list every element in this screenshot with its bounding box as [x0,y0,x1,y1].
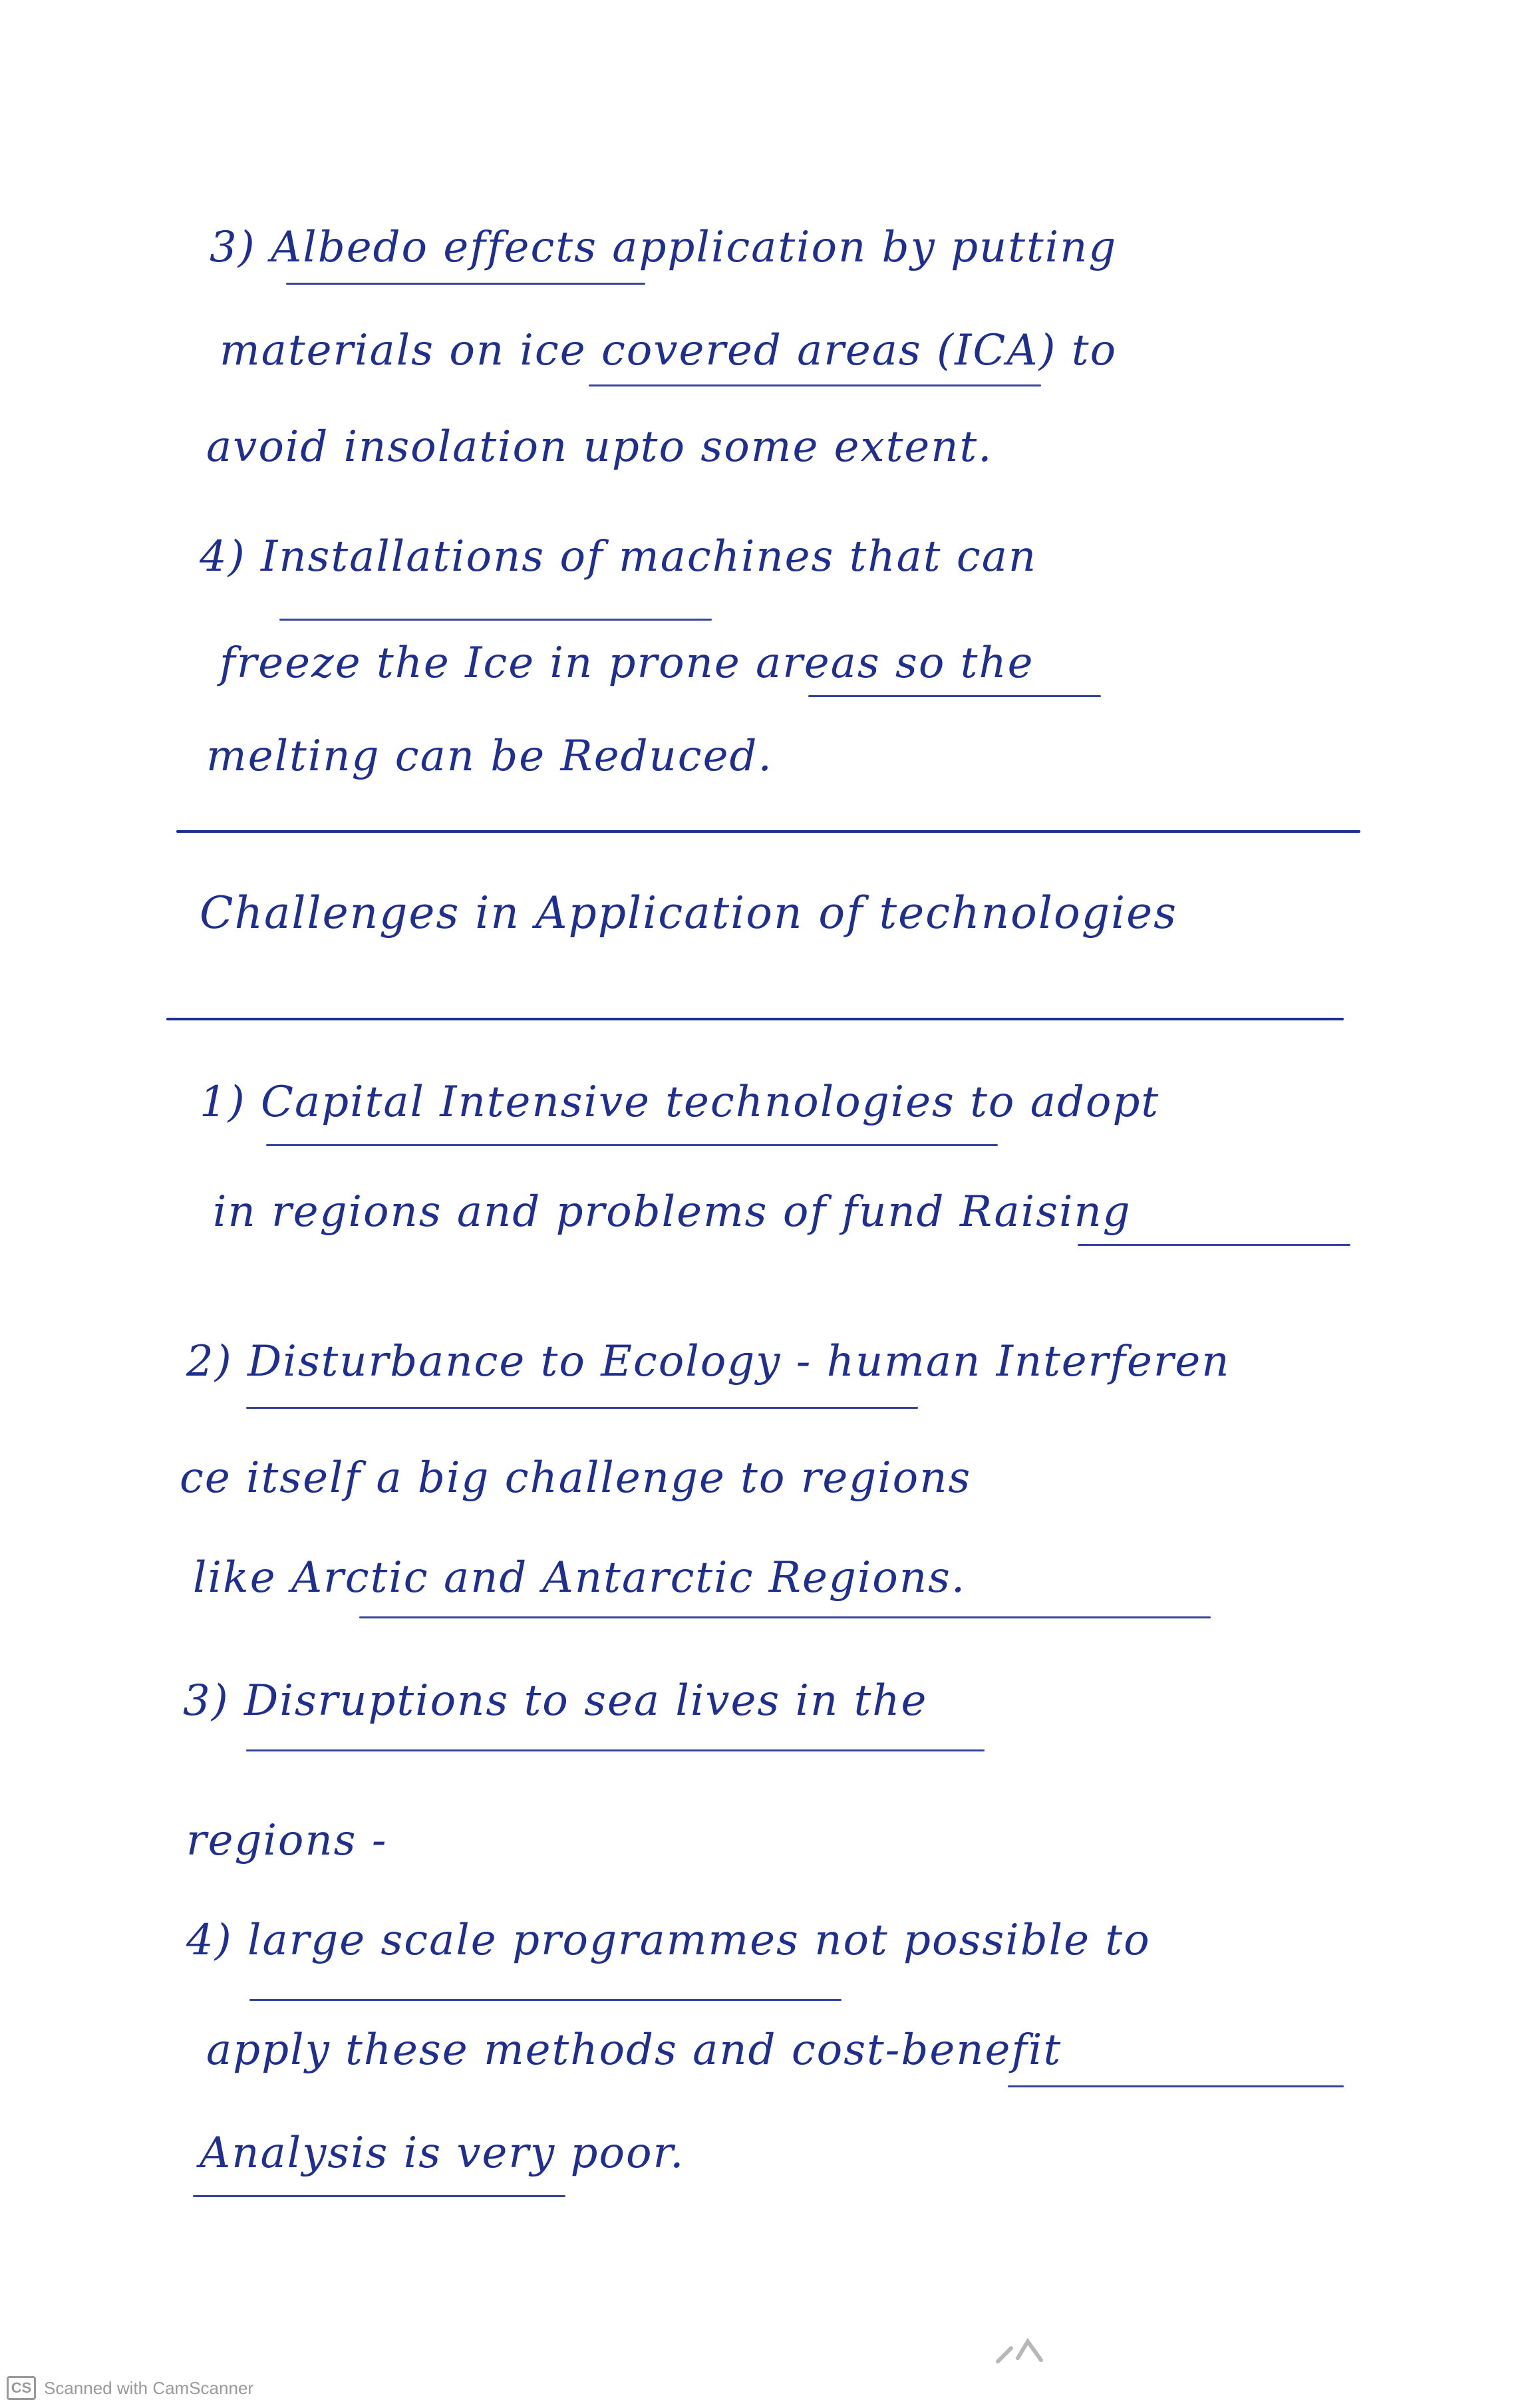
text-line: apply these methods and cost-benefit [206,2026,1062,2075]
camscanner-footer [7,2376,253,2400]
section-heading: Challenges in Application of technologies [200,887,1177,939]
divider-rule [166,1018,1344,1020]
underline [286,283,645,285]
smudge-mark [991,2328,1051,2368]
text-line: 3) Disruptions to sea lives in the [183,1676,928,1726]
text-line: freeze the Ice in prone areas so the [220,639,1034,688]
underline [589,384,1041,386]
text-line: avoid insolation upto some extent. [206,422,993,472]
text-line: materials on ice covered areas (ICA) to [220,326,1118,375]
underline [359,1616,1211,1618]
underline [279,619,712,621]
underline [246,1407,918,1409]
footer-text: Scanned with CamScanner [44,2377,254,2398]
text-line: 4) large scale programmes not possible to [186,1916,1151,1965]
text-line: like Arctic and Antarctic Regions. [193,1553,967,1602]
camscanner-logo-icon: CS [7,2376,36,2400]
underline [266,1144,998,1146]
underline [1008,2085,1344,2087]
text-line: 3) Albedo effects application by putting [210,223,1118,272]
text-line: regions - [186,1816,388,1865]
underline [249,1999,842,2001]
text-line: Analysis is very poor. [200,2129,685,2178]
text-line: 4) Installations of machines that can [200,532,1038,581]
text-line: 2) Disturbance to Ecology - human Interferen [186,1337,1231,1386]
underline [1078,1244,1350,1246]
underline [808,695,1101,697]
underline [193,2195,565,2197]
text-line: melting can be Reduced. [206,732,773,781]
text-line: in regions and problems of fund Raising [213,1187,1132,1237]
text-line: 1) Capital Intensive technologies to adopt [200,1078,1160,1127]
text-line: ce itself a big challenge to regions [180,1453,972,1503]
divider-rule [176,830,1360,833]
underline [246,1749,985,1751]
